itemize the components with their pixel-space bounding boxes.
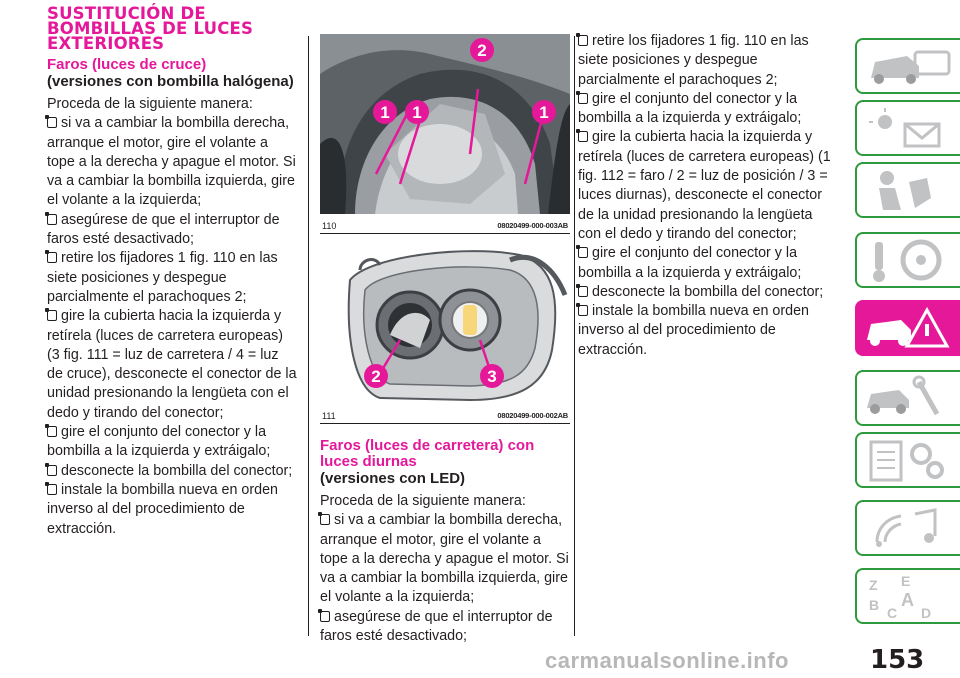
warning-lights-icon xyxy=(857,102,957,154)
tab-warning-lights[interactable] xyxy=(855,100,960,156)
figure-111 xyxy=(320,240,570,420)
intro-text: Proceda de la siguiente manera: xyxy=(47,96,253,112)
bullet-icon xyxy=(578,286,588,297)
list-item: gire el conjunto del conector y la bombilla a la izquierda y extráigalo; xyxy=(578,245,802,281)
tab-specs[interactable] xyxy=(855,432,960,488)
tab-emergency[interactable] xyxy=(855,300,960,356)
callout-label: 1 xyxy=(412,103,422,122)
figure-code: 08020499-000-002AB xyxy=(497,411,568,420)
subsection-title: Faros (luces de cruce) xyxy=(47,56,207,73)
column-divider xyxy=(574,36,575,636)
bullet-icon xyxy=(47,484,57,495)
figure-110-image xyxy=(320,34,570,214)
emergency-icon xyxy=(857,302,957,354)
column-3 xyxy=(578,32,838,360)
bullet-icon xyxy=(47,214,57,225)
bullet-icon xyxy=(320,611,330,622)
svg-text:C: C xyxy=(887,605,898,621)
car-dashboard-icon xyxy=(857,40,957,92)
list-item: asegúrese de que el interruptor de faros esté desactivado; xyxy=(47,211,280,248)
steering-wheel-icon xyxy=(857,234,957,286)
list-item: retire los fijadores 1 fig. 110 en las siete posiciones y despegue parcialmente el parachoques 2; xyxy=(578,33,809,88)
figure-caption xyxy=(320,409,570,424)
list-item: gire el conjunto del conector y la bombilla a la izquierda y extráigalo; xyxy=(578,90,802,127)
list-item: gire el conjunto del conector y la bombilla a la izquierda y extráigalo; xyxy=(47,424,271,460)
svg-text:B: B xyxy=(869,597,880,613)
list-item: si va a cambiar la bombilla derecha, arranque el motor, gire el volante a tope a la derecha y apague el motor. Si va a cambiar la bombilla izquierda, gire el volante a la izquierda; xyxy=(47,115,296,209)
callout-label: 3 xyxy=(487,367,497,386)
figure-caption xyxy=(320,219,570,234)
intro-text: Proceda de la siguiente manera: xyxy=(320,493,526,509)
bullet-icon xyxy=(578,247,588,258)
list-item: instale la bombilla nueva en orden inverso al del procedimiento de extracción. xyxy=(47,481,278,537)
list-item: instale la bombilla nueva en orden inverso al del procedimiento de extracción. xyxy=(578,303,809,358)
svg-text:E: E xyxy=(901,573,911,589)
svg-text:A: A xyxy=(901,590,914,610)
column-2 xyxy=(320,0,570,646)
tab-car-tools[interactable] xyxy=(855,370,960,426)
tab-car-dashboard[interactable] xyxy=(855,38,960,94)
figure-111-image xyxy=(320,240,570,404)
car-tools-icon xyxy=(857,372,957,424)
subsection-subtitle: (versiones con LED) xyxy=(320,470,466,487)
bullet-icon xyxy=(47,310,57,321)
list-item: asegúrese de que el interruptor de faros esté desactivado; xyxy=(320,608,553,645)
figure-110 xyxy=(320,34,570,230)
multimedia-icon xyxy=(857,502,957,554)
column-divider xyxy=(308,36,309,636)
figure-number: 110 xyxy=(322,221,337,231)
seat-safety-icon xyxy=(857,164,957,216)
list-item: retire los fijadores 1 fig. 110 en las siete posiciones y despegue parcialmente el parachoques 2; xyxy=(47,250,278,305)
section-title: SUSTITUCIÓN DE BOMBILLAS DE LUCES EXTERIORES xyxy=(47,4,254,53)
subsection-subtitle: (versiones con bombilla halógena) xyxy=(47,73,294,90)
bullet-icon xyxy=(578,93,588,104)
tab-steering[interactable] xyxy=(855,232,960,288)
callout-label: 2 xyxy=(477,41,487,60)
bullet-icon xyxy=(578,305,588,316)
watermark: carmanualsonline.info xyxy=(545,648,789,673)
subsection-title: Faros (luces de carretera) con luces diurnas xyxy=(320,437,535,470)
bullet-icon xyxy=(47,117,57,128)
bullet-icon xyxy=(320,514,330,525)
tab-multimedia[interactable] xyxy=(855,500,960,556)
callout-label: 2 xyxy=(371,367,381,386)
list-item: gire la cubierta hacia la izquierda y retírela (luces de carretera europeas) (3 fig. 111 = luz de carretera / 4 = luz de cruce), desconecte el conector de la unidad presionando la lengüeta con el dedo y tirando del conector; xyxy=(47,308,297,421)
bullet-icon xyxy=(47,465,57,476)
list-item: gire la cubierta hacia la izquierda y retírela (luces de carretera europeas) (1 fig. 112 = faro / 2 = luz de posición / 3 = luces diurnas), desconecte el conector de la unidad presionando la lengüeta con el dedo y tirando del conector; xyxy=(578,129,831,242)
index-letters-icon xyxy=(857,570,957,622)
list-item: si va a cambiar la bombilla derecha, arranque el motor, gire el volante a tope a la derecha y apague el motor. Si va a cambiar la bombilla izquierda, gire el volante a la izquierda; xyxy=(320,512,569,606)
callout-label: 1 xyxy=(380,103,390,122)
tab-index[interactable] xyxy=(855,568,960,624)
bullet-icon xyxy=(47,426,57,437)
bullet-icon xyxy=(578,131,588,142)
bullet-icon xyxy=(578,35,588,46)
specs-gears-icon xyxy=(857,434,957,486)
list-item: desconecte la bombilla del conector; xyxy=(578,283,838,302)
column-1 xyxy=(47,0,297,539)
bullet-icon xyxy=(47,252,57,263)
tab-seat-safety[interactable] xyxy=(855,162,960,218)
figure-number: 111 xyxy=(322,411,336,421)
callout-label: 1 xyxy=(539,103,549,122)
svg-text:D: D xyxy=(921,605,932,621)
figure-code: 08020499-000-003AB xyxy=(497,221,568,230)
page-number: 153 xyxy=(870,645,925,675)
list-item: desconecte la bombilla del conector; xyxy=(47,462,297,481)
svg-text:Z: Z xyxy=(869,577,878,593)
